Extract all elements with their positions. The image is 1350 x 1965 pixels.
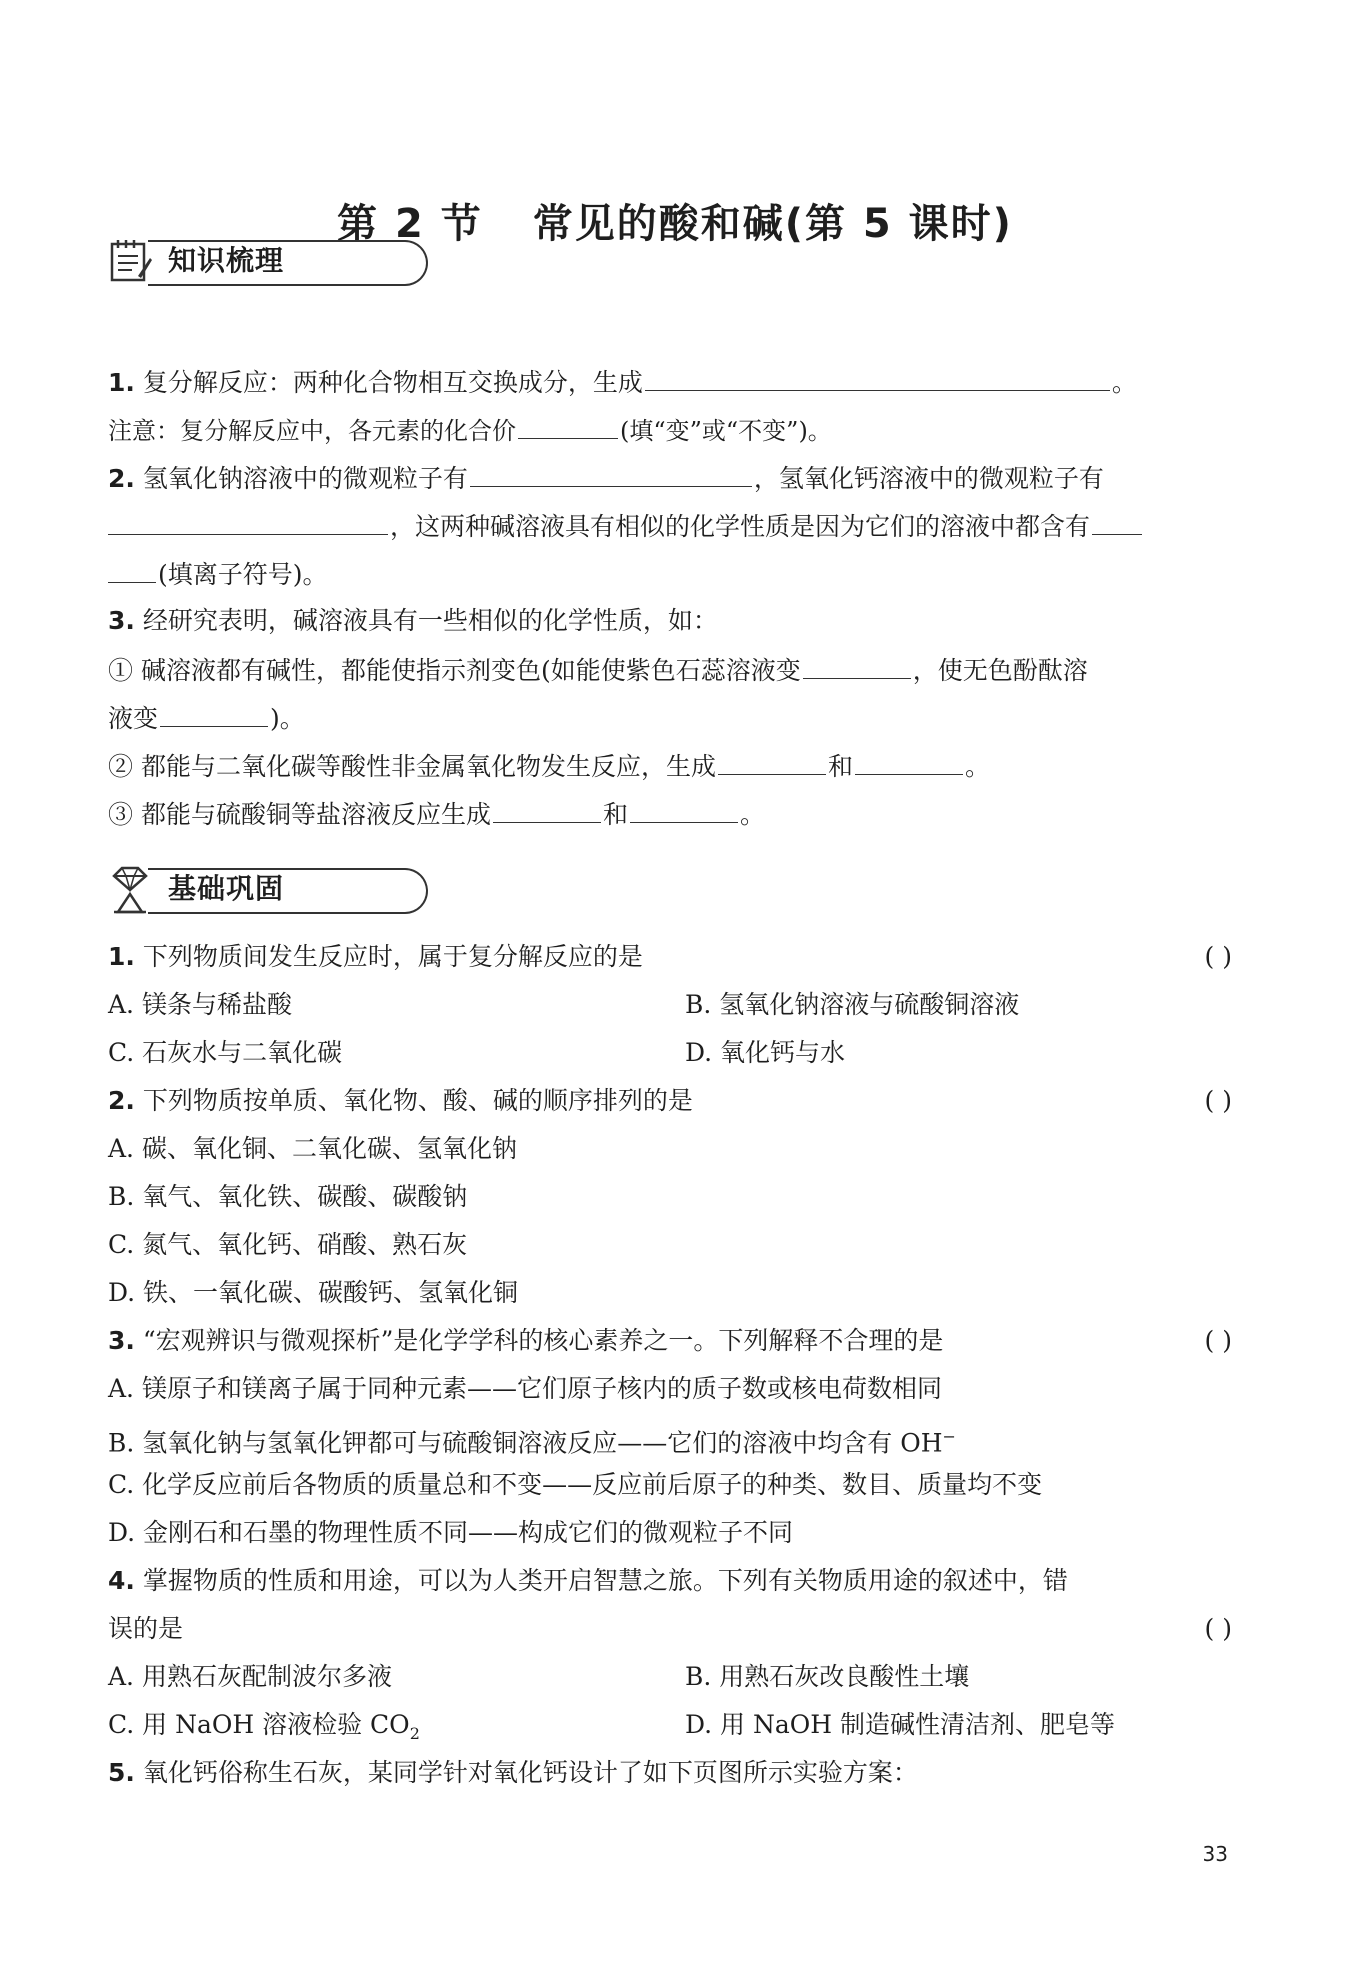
option-d[interactable]: D. 氧化钙与水 [685, 1038, 846, 1067]
k3-item-2: ② 都能与二氧化碳等酸性非金属氧化物发生反应，生成 和 。 [108, 748, 1232, 784]
answer-paren[interactable]: ( ) [1204, 1614, 1232, 1643]
q3-option-a[interactable]: A. 镁原子和镁离子属于同种元素——它们原子核内的质子数或核电荷数相同 [108, 1374, 942, 1403]
q4-stem: 4. 掌握物质的性质和用途，可以为人类开启智慧之旅。下列有关物质用途的叙述中，错 [108, 1566, 1068, 1595]
answer-blank[interactable] [108, 556, 156, 583]
answer-blank[interactable] [470, 460, 752, 487]
q1-options-cd [108, 1036, 1232, 1070]
section-title: 知识梳理 [168, 244, 285, 277]
q4-options-cd [108, 1708, 1232, 1751]
q3-option-c[interactable]: C. 化学反应前后各物质的质量总和不变——反应前后原子的种类、数目、质量均不变 [108, 1470, 1043, 1499]
q3-stem: 3. “宏观辨识与微观探析”是化学学科的核心素养之一。下列解释不合理的是 ( ) [108, 1324, 1232, 1358]
notebook-icon [108, 236, 152, 286]
q2-option-d[interactable]: D. 铁、一氧化碳、碳酸钙、氢氧化铜 [108, 1278, 519, 1307]
k3-line: 3. 经研究表明，碱溶液具有一些相似的化学性质，如： [108, 606, 718, 635]
section-header-basic [108, 864, 438, 916]
section-title: 基础巩固 [168, 872, 285, 905]
answer-blank[interactable] [108, 508, 388, 535]
q4-stem-cont: 误的是 ( ) [108, 1612, 1232, 1646]
k2-cont-line: ，这两种碱溶液具有相似的化学性质是因为它们的溶液中都含有 [108, 508, 1232, 544]
option-a[interactable]: A. 用熟石灰配制波尔多液 [108, 1662, 392, 1691]
q2-option-a[interactable]: A. 碳、氧化铜、二氧化碳、氢氧化钠 [108, 1134, 517, 1163]
option-d[interactable]: D. 用 NaOH 制造碱性清洁剂、肥皂等 [685, 1710, 1116, 1739]
answer-blank[interactable] [160, 700, 268, 727]
k3-item-1: ① 碱溶液都有碱性，都能使指示剂变色(如能使紫色石蕊溶液变 ，使无色酚酞溶 [108, 652, 1232, 688]
q3-option-d[interactable]: D. 金刚石和石墨的物理性质不同——构成它们的微观粒子不同 [108, 1518, 794, 1547]
option-a[interactable]: A. 镁条与稀盐酸 [108, 990, 292, 1019]
answer-paren[interactable]: ( ) [1204, 1326, 1232, 1355]
k3-item-1-cont: 液变 )。 [108, 700, 1232, 736]
option-b[interactable]: B. 用熟石灰改良酸性土壤 [685, 1662, 970, 1691]
q1-options-ab [108, 988, 1232, 1022]
option-c[interactable]: C. 石灰水与二氧化碳 [108, 1038, 343, 1067]
diamond-hourglass-icon [108, 864, 152, 916]
answer-paren[interactable]: ( ) [1204, 942, 1232, 971]
q1-stem: 1. 下列物质间发生反应时，属于复分解反应的是 ( ) [108, 940, 1232, 974]
answer-blank[interactable] [803, 652, 911, 679]
page-number: 33 [1202, 1842, 1228, 1866]
answer-blank[interactable] [645, 364, 1110, 391]
answer-blank[interactable] [718, 748, 826, 775]
answer-blank[interactable] [630, 796, 738, 823]
q4-options-ab [108, 1660, 1232, 1694]
q2-stem: 2. 下列物质按单质、氧化物、酸、碱的顺序排列的是 ( ) [108, 1084, 1232, 1118]
q5-stem: 5. 氧化钙俗称生石灰，某同学针对氧化钙设计了如下页图所示实验方案： [108, 1758, 918, 1787]
answer-blank[interactable] [855, 748, 963, 775]
k2-end-line: (填离子符号)。 [108, 556, 1232, 592]
q2-option-b[interactable]: B. 氧气、氧化铁、碳酸、碳酸钠 [108, 1182, 468, 1211]
answer-blank[interactable] [1092, 508, 1142, 535]
k2-line: 2. 氢氧化钠溶液中的微观粒子有 ，氢氧化钙溶液中的微观粒子有 [108, 460, 1232, 496]
option-b[interactable]: B. 氢氧化钠溶液与硫酸铜溶液 [685, 990, 1020, 1019]
page-title: 第 2 节 常见的酸和碱(第 5 课时) [337, 201, 1013, 247]
k1-line: 1. 复分解反应：两种化合物相互交换成分，生成 。 [108, 364, 1232, 400]
q2-option-c[interactable]: C. 氮气、氧化钙、硝酸、熟石灰 [108, 1230, 468, 1259]
option-c[interactable]: C. 用 NaOH 溶液检验 $CO_2$ [108, 1710, 420, 1743]
answer-blank[interactable] [518, 412, 618, 439]
answer-blank[interactable] [493, 796, 601, 823]
k3-item-3: ③ 都能与硫酸铜等盐溶液反应生成 和 。 [108, 796, 1232, 832]
section-header-knowledge [108, 236, 438, 288]
answer-paren[interactable]: ( ) [1204, 1086, 1232, 1115]
q3-option-b[interactable]: B. 氢氧化钠与氢氧化钾都可与硫酸铜溶液反应——它们的溶液中均含有 OH− [108, 1427, 956, 1458]
k1-note-line: 注意：复分解反应中，各元素的化合价 (填“变”或“不变”)。 [108, 412, 1232, 448]
